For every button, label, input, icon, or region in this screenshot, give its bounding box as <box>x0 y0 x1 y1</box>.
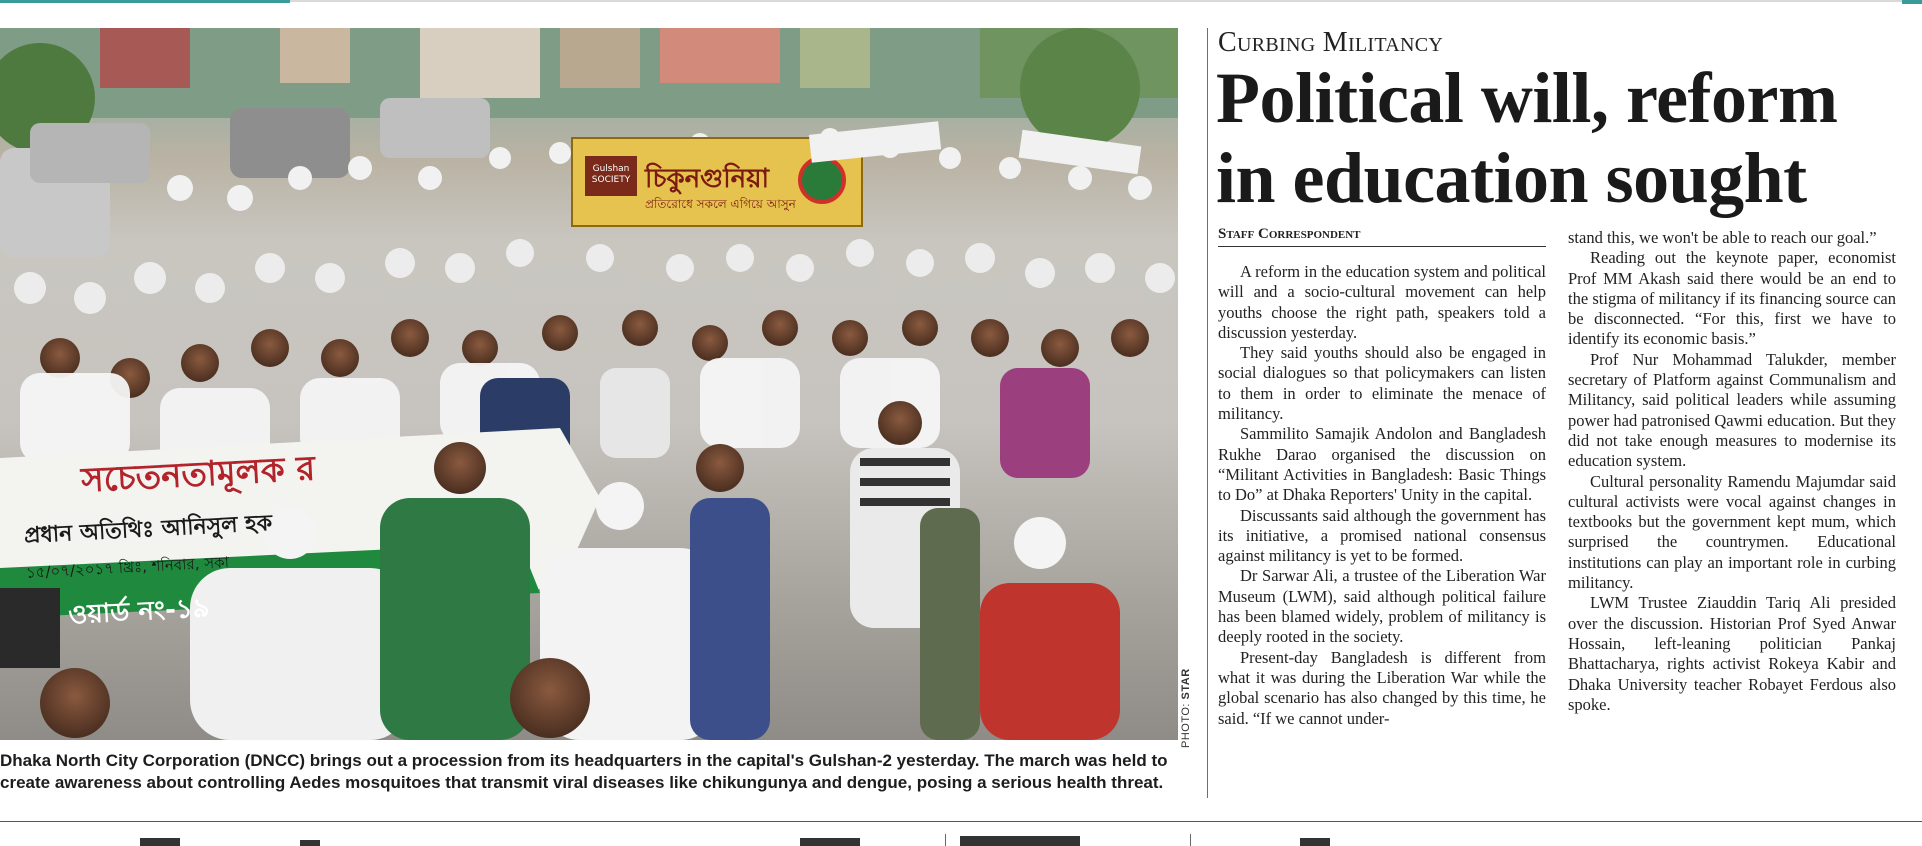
paragraph: Sammilito Samajik Andolon and Bangladesh Rukhe Darao organised the discussion on “Militant Activities in Bangladesh: Basic Things to Do” at Dhaka Reporters' Unity in the capital. <box>1218 424 1546 505</box>
procession-illustration <box>0 28 1178 740</box>
story-headline <box>1216 58 1916 218</box>
caption-line-1: Dhaka North City Corporation (DNCC) brings out a procession from its headquarters in the capital's Gulshan-2 yesterday. The march was held to <box>0 751 1168 770</box>
paragraph: Dr Sarwar Ali, a trustee of the Liberation War Museum (LWM), said although political failure has been blamed widely, problem of militancy is deeply rooted in the society. <box>1218 566 1546 647</box>
headline-line-1: Political will, reform <box>1216 58 1838 138</box>
banner-subtitle: প্রতিরোধে সকলে এগিয়ে আসুন <box>645 197 796 211</box>
paragraph: Cultural personality Ramendu Majumdar said cultural activists were vocal against changes in textbooks but the government kept mum, which surprised the countrymen. Educational institutions can play an important role in curbing militancy. <box>1568 471 1896 593</box>
news-photo <box>0 28 1178 740</box>
banner-line-3: ১৫/০৭/২০১৭ খ্রিঃ, শনিবার, সকা <box>25 553 230 582</box>
bottom-rule <box>0 821 1922 822</box>
caption-line-2: create awareness about controlling Aedes mosquitoes that transmit viral diseases like chikungunya and dengue, posing a serious health threat. <box>0 773 1164 792</box>
top-accent-bar-right <box>1902 0 1922 4</box>
paragraph: A reform in the education system and political will and a socio-cultural movement can help youths choose the right path, speakers told a discussion yesterday. <box>1218 262 1546 342</box>
banner-line-2: প্রধান অতিথিঃ আনিসুল হক <box>23 510 273 549</box>
paragraph: Reading out the keynote paper, economist Prof MM Akash said there would be an end to the stigma of militancy if its financing source can be disconnected. “For this, first we have to identify its economic basis.” <box>1568 248 1896 349</box>
paragraph: They said youths should also be engaged in social dialogues so that policymakers can listen to them in order to eliminate the menace of militancy. <box>1218 343 1546 424</box>
top-accent-bar <box>0 0 290 3</box>
article-column-2 <box>1568 228 1896 715</box>
photo-caption <box>0 750 1178 794</box>
next-story-strip <box>0 834 1922 846</box>
banner-org: Gulshan SOCIETY <box>591 164 631 185</box>
story-kicker: Curbing Militancy <box>1218 27 1444 58</box>
column-divider <box>1207 28 1208 798</box>
paragraph: Discussants said although the government has its initiative, a promised national consensus against militancy is yet to be formed. <box>1218 505 1546 566</box>
article-column-1 <box>1218 262 1546 729</box>
banner-title: চিকুনগুনিয়া <box>645 164 770 194</box>
photo-credit <box>1180 648 1200 748</box>
headline-line-2: in education sought <box>1216 138 1807 218</box>
byline: Staff Correspondent <box>1218 226 1546 247</box>
banner-line-1: সচেতনতামূলক র <box>80 448 317 501</box>
photo-credit-name: STAR <box>1180 668 1192 700</box>
paragraph-continued: stand this, we won't be able to reach our goal.” <box>1568 228 1877 247</box>
banner-line-4: ওয়ার্ড নং-১৯ <box>67 593 211 631</box>
paragraph: Present-day Bangladesh is different from what it was during the Liberation War while the global scenario has also changed by this time, he said. “If we cannot under- <box>1218 647 1546 728</box>
banner-white-text <box>20 431 549 641</box>
paragraph: LWM Trustee Ziauddin Tariq Ali presided over the discussion. Historian Prof Syed Anwar Hossain, left-leaning politician Pankaj Bhattacharya, rights activist Rokeya Kabir and Dhaka University teacher Robayet Ferdous also spoke. <box>1568 593 1896 714</box>
photo-credit-prefix: PHOTO: <box>1180 699 1192 748</box>
paragraph: Prof Nur Mohammad Talukder, member secretary of Platform against Communalism and Militancy, said political leaders while assuming power had patronised Qawmi education. But they did not take enough measures to modernise its education system. <box>1568 349 1896 471</box>
